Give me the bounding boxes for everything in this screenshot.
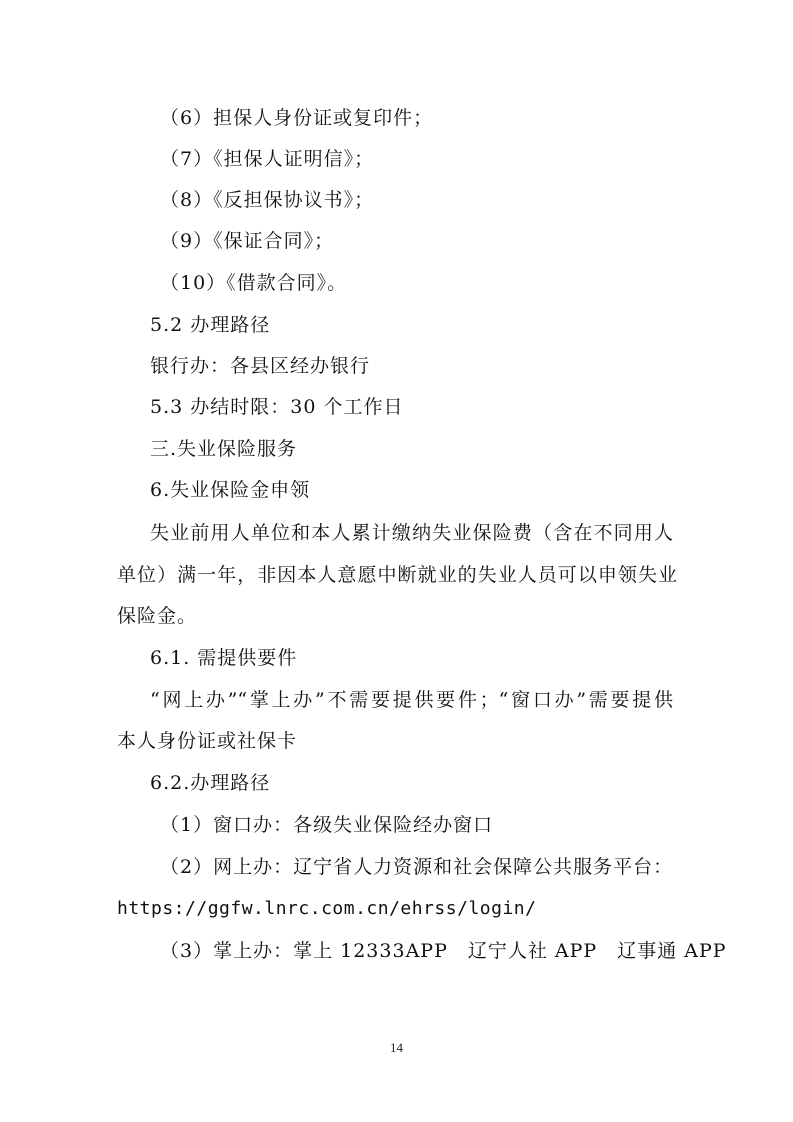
page-number: 14 bbox=[390, 1040, 403, 1055]
section-heading-6-2: 6.2.办理路径 bbox=[150, 772, 271, 794]
list-item-10: （10）《借款合同》。 bbox=[160, 272, 348, 294]
paragraph-line-1: 失业前用人单位和本人累计缴纳失业保险费（含在不同用人 bbox=[150, 522, 673, 544]
section-heading-6: 6.失业保险金申领 bbox=[150, 479, 311, 501]
list-item-9: （9）《保证合同》； bbox=[160, 230, 335, 252]
list-item-7: （7）《担保人证明信》； bbox=[160, 148, 375, 170]
list-item-6: （6）担保人身份证或复印件； bbox=[160, 107, 434, 129]
section-heading-6-1: 6.1. 需提供要件 bbox=[150, 647, 298, 669]
service-url-link[interactable]: https://ggfw.lnrc.com.cn/ehrss/login/ bbox=[117, 898, 537, 919]
chapter-heading-3: 三.失业保险服务 bbox=[150, 438, 298, 460]
route-item-1: （1）窗口办：各级失业保险经办窗口 bbox=[160, 814, 494, 836]
paragraph-requirements-2: 本人身份证或社保卡 bbox=[117, 730, 298, 752]
paragraph-line-2: 单位）满一年，非因本人意愿中断就业的失业人员可以申领失业 bbox=[117, 564, 677, 586]
paragraph-requirements-1: “网上办”“掌上办”不需要提供要件；“窗口办”需要提供 bbox=[150, 689, 673, 711]
paragraph-bank: 银行办：各县区经办银行 bbox=[150, 355, 371, 377]
route-item-2: （2）网上办：辽宁省人力资源和社会保障公共服务平台： bbox=[160, 856, 674, 878]
section-heading-5-2: 5.2 办理路径 bbox=[150, 314, 271, 336]
list-item-8: （8）《反担保协议书》； bbox=[160, 189, 375, 211]
paragraph-line-3: 保险金。 bbox=[117, 605, 198, 627]
route-item-3: （3）掌上办：掌上 12333APP 辽宁人社 APP 辽事通 APP bbox=[160, 940, 727, 962]
section-heading-5-3: 5.3 办结时限：30 个工作日 bbox=[150, 396, 404, 418]
